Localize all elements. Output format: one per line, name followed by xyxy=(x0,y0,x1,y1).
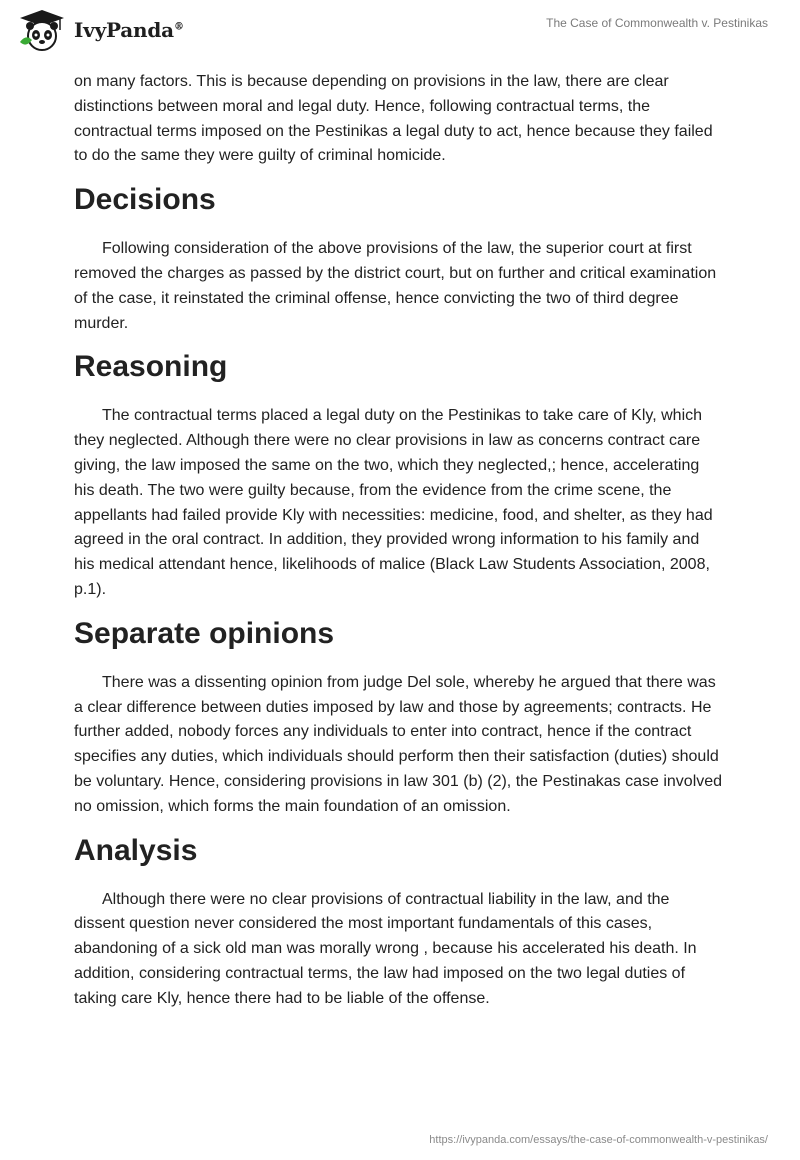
decisions-heading: Decisions xyxy=(74,183,216,217)
document-title: The Case of Commonwealth v. Pestinikas xyxy=(546,16,768,30)
logo[interactable] xyxy=(16,8,184,52)
source-url-link[interactable]: https://ivypanda.com/essays/the-case-of-commonwealth-v-pestinikas/ xyxy=(429,1134,768,1146)
reasoning-heading: Reasoning xyxy=(74,350,228,384)
intro-paragraph: on many factors. This is because depending on provisions in the law, there are clear distinctions between moral and legal duty. Hence, following contractual terms, the contractual terms imposed on the Pestinikas a legal duty to act, hence because they failed to do the same they were guilty of criminal homicide. xyxy=(74,73,713,165)
brand-name: IvyPanda® xyxy=(74,18,184,42)
essay-content xyxy=(74,70,724,1026)
analysis-paragraph: Although there were no clear provisions of contractual liability in the law, and the dissent question never considered the most important fundamentals of this cases, abandoning of a sick old man was morally wrong , because his accelerated his death. In addition, considering contractual terms, the law had imposed on the two legal duties of taking care Kly, hence there had to be liable of the offense. xyxy=(74,890,697,1007)
panda-logo-icon xyxy=(16,8,68,52)
separate-opinions-paragraph: There was a dissenting opinion from judge Del sole, whereby he argued that there was a clear difference between duties imposed by law and those by agreements; contracts. He further added, nobody forces any individuals to enter into contract, hence if the contract specifies any duties, which individuals should perform then their satisfaction (duties) should be voluntary. Hence, considering provisions in law 301 (b) (2), the Pestinakas case involved no omission, which forms the main foundation of an omission. xyxy=(74,673,723,815)
reasoning-paragraph: The contractual terms placed a legal duty on the Pestinikas to take care of Kly, which they neglected. Although there were no clear provisions in law as concerns contract care giving, the law imposed the same on the two, which they neglected,; hence, accelerating his death. The two were guilty because, from the evidence from the crime scene, the appellants had failed provide Kly with necessities: medicine, food, and shelter, as they had agreed in the oral contract. In addition, they provided wrong information to his family and his medical attendant hence, likelihoods of malice (Black Law Students Association, 2008, p.1). xyxy=(74,407,713,598)
analysis-heading: Analysis xyxy=(74,833,198,867)
decisions-paragraph: Following consideration of the above provisions of the law, the superior court at first removed the charges as passed by the district court, but on further and critical examination of the case, it reinstated the criminal offense, hence convicting the two of third degree murder. xyxy=(74,240,717,332)
separate-opinions-heading: Separate opinions xyxy=(74,616,335,650)
page-header xyxy=(0,0,800,66)
